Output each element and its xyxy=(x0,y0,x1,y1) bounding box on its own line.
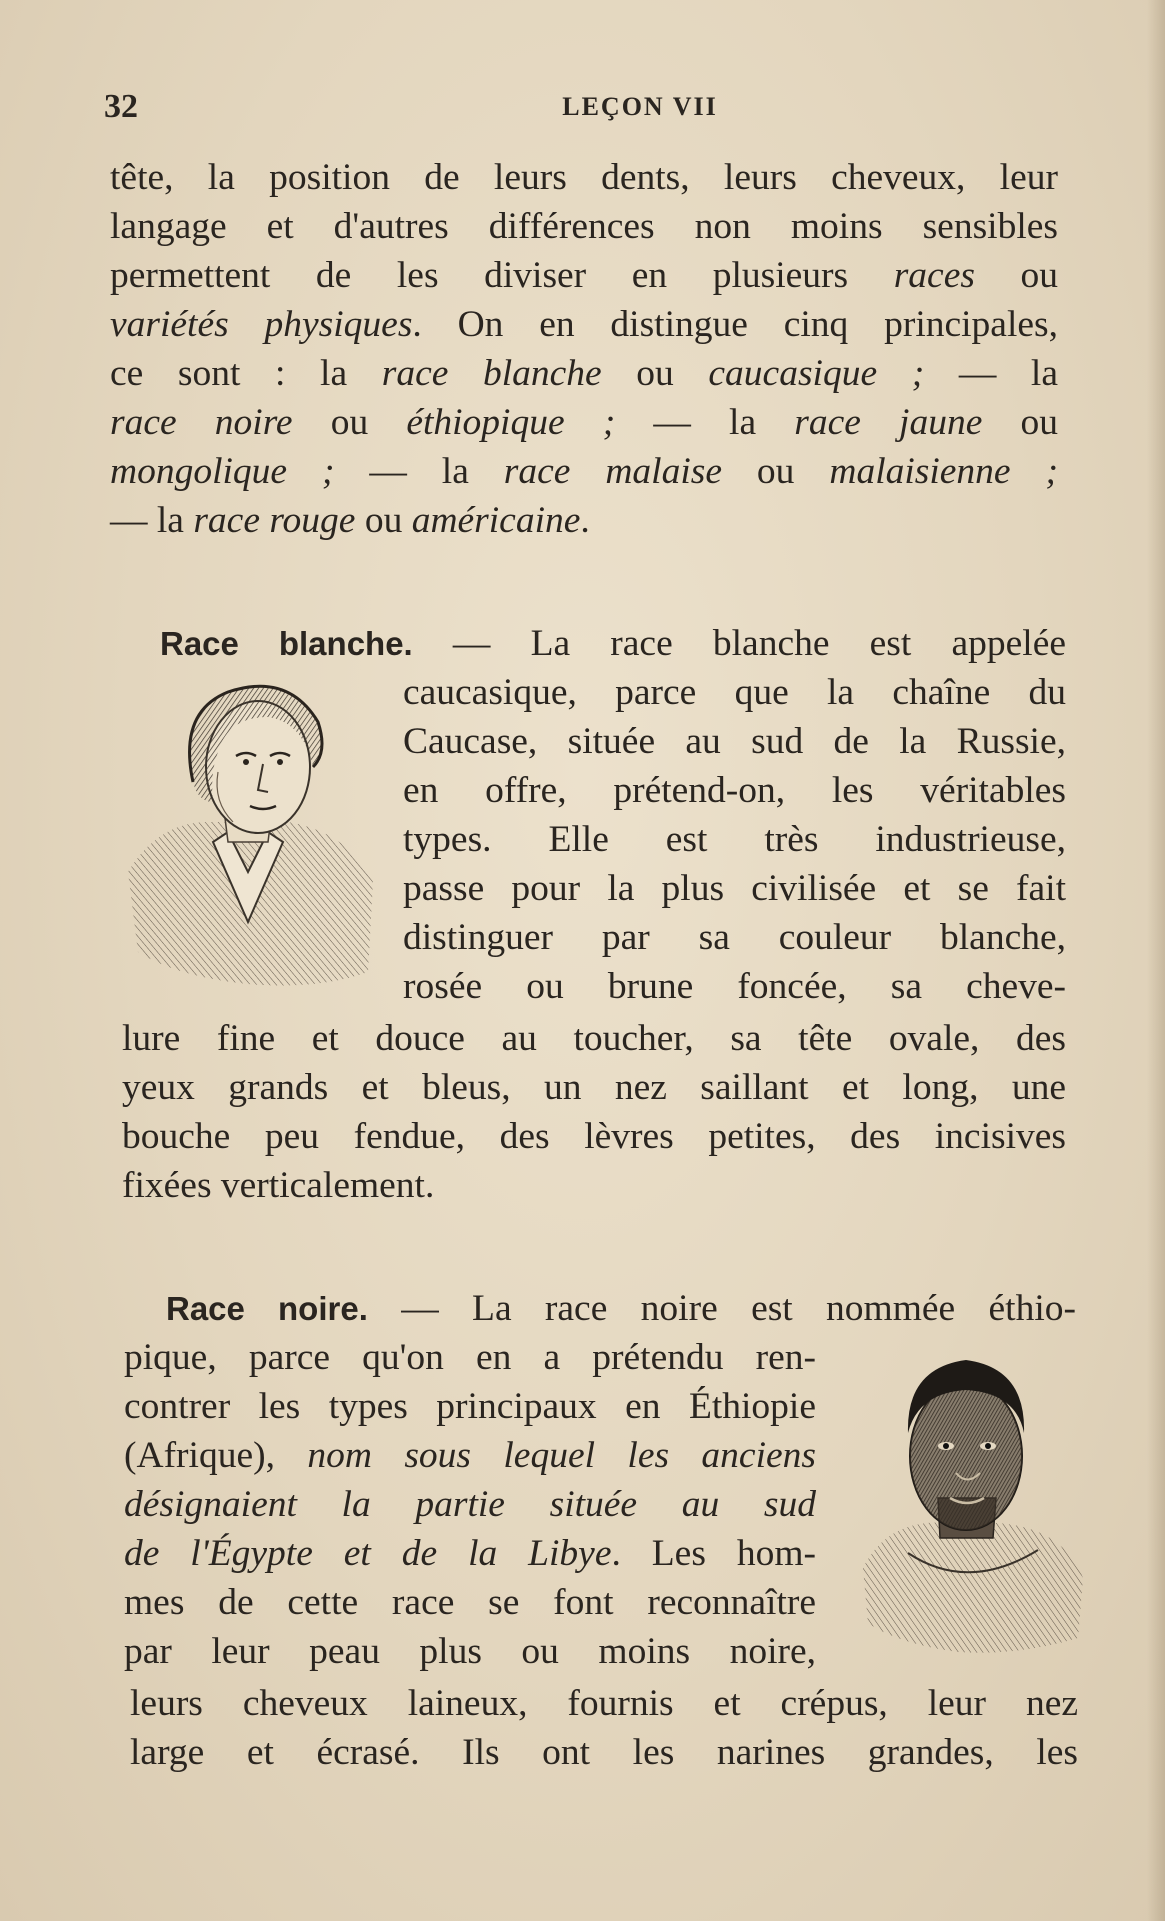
section-title: Race noire. xyxy=(166,1290,368,1327)
text-line: langage et d'autres différences non moins sensibles xyxy=(110,206,1058,247)
text-line: race noire ou éthiopique ; — la race jaune ou xyxy=(110,402,1058,443)
text-line: caucasique, parce que la chaîne du xyxy=(403,672,1066,713)
text-line: leurs cheveux laineux, fournis et crépus, leur nez xyxy=(130,1683,1078,1724)
text-line: pique, parce qu'on en a prétendu ren- xyxy=(124,1337,816,1378)
text-line: Race blanche. — La race blanche est appelée xyxy=(160,623,1066,664)
engraved-portrait-icon xyxy=(118,672,380,990)
portrait-black-race xyxy=(848,1338,1088,1658)
portrait-white-race xyxy=(118,672,380,990)
page-number: 32 xyxy=(104,88,138,125)
text-line: par leur peau plus ou moins noire, xyxy=(124,1631,816,1672)
text-line: variétés physiques. On en distingue cinq principales, xyxy=(110,304,1058,345)
text-line: Race noire. — La race noire est nommée éthio- xyxy=(166,1288,1076,1329)
text-line: en offre, prétend-on, les véritables xyxy=(403,770,1066,811)
text-line: lure fine et douce au toucher, sa tête ovale, des xyxy=(122,1018,1066,1059)
page-header xyxy=(104,88,1068,128)
engraved-portrait-icon xyxy=(848,1338,1088,1658)
text-line: de l'Égypte et de la Libye. Les hom- xyxy=(124,1533,816,1574)
text-line: mongolique ; — la race malaise ou malaisienne ; xyxy=(110,451,1058,492)
text-line: permettent de les diviser en plusieurs races ou xyxy=(110,255,1059,296)
text-line: bouche peu fendue, des lèvres petites, des incisives xyxy=(122,1116,1066,1157)
text-line: distinguer par sa couleur blanche, xyxy=(403,917,1066,958)
text-line: yeux grands et bleus, un nez saillant et long, une xyxy=(122,1067,1066,1108)
text-line: types. Elle est très industrieuse, xyxy=(403,819,1066,860)
text-line: fixées verticalement. xyxy=(122,1165,435,1206)
text-line: Caucase, située au sud de la Russie, xyxy=(403,721,1066,762)
text-line: contrer les types principaux en Éthiopie xyxy=(124,1386,816,1427)
text-line: (Afrique), nom sous lequel les anciens xyxy=(124,1435,816,1476)
section-title: Race blanche. xyxy=(160,625,413,662)
text-line: — la race rouge ou américaine. xyxy=(110,500,590,541)
text-line: rosée ou brune foncée, sa cheve- xyxy=(403,966,1066,1007)
text-line: large et écrasé. Ils ont les narines grandes, les xyxy=(130,1732,1078,1773)
text-line: tête, la position de leurs dents, leurs cheveux, leur xyxy=(110,157,1058,198)
text-line: désignaient la partie située au sud xyxy=(124,1484,816,1525)
text-line: mes de cette race se font reconnaître xyxy=(124,1582,816,1623)
running-head: LEÇON VII xyxy=(562,92,718,121)
text-line: ce sont : la race blanche ou caucasique ; — la xyxy=(110,353,1058,394)
text-line: passe pour la plus civilisée et se fait xyxy=(403,868,1066,909)
